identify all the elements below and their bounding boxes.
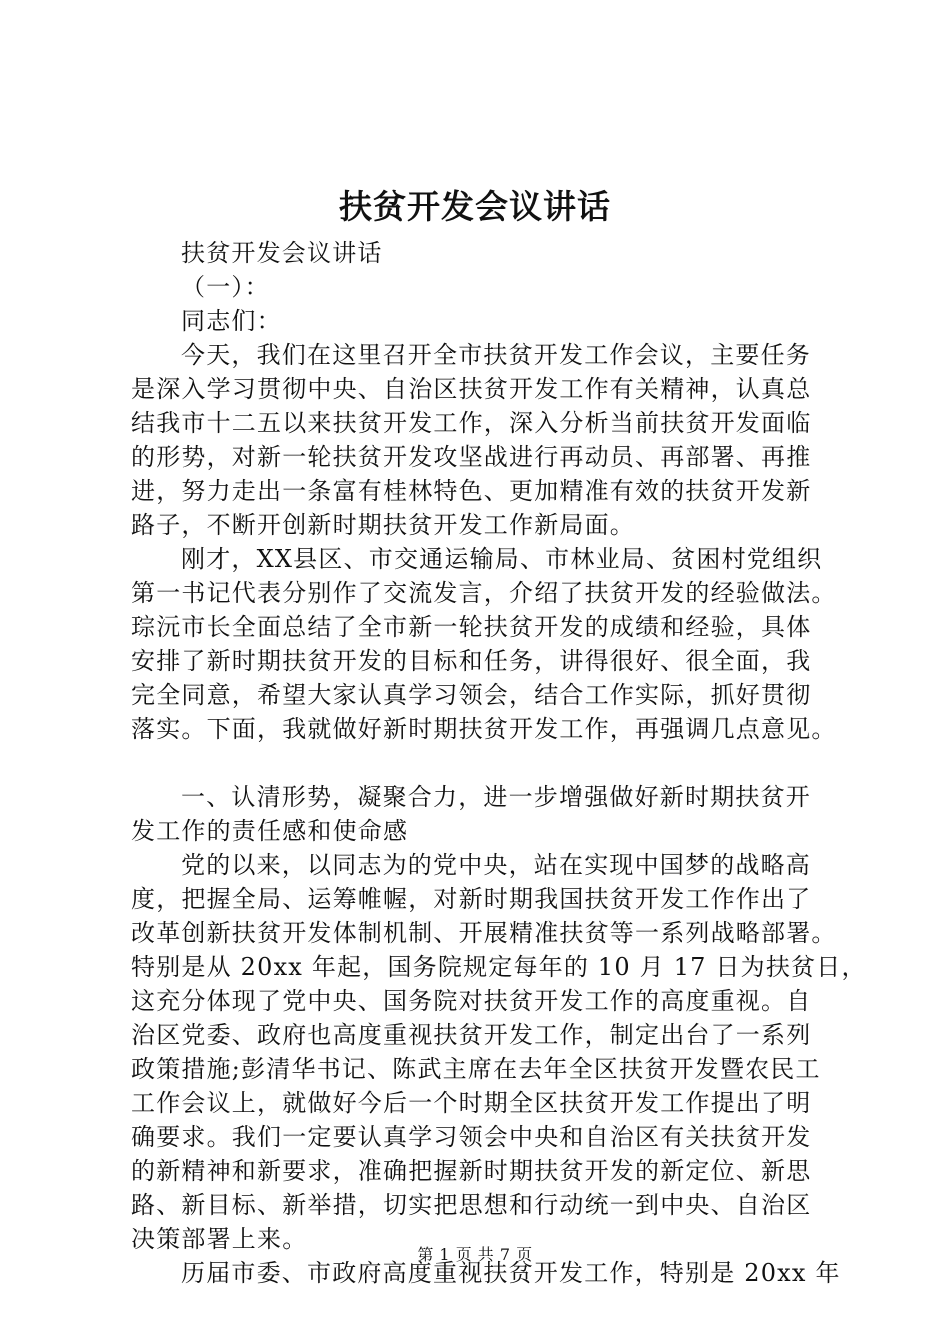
text-line: 发工作的责任感和使命感 [131, 817, 409, 845]
text-line: （一）： [181, 273, 270, 301]
text-line: 党的以来，以同志为的党中央，站在实现中国梦的战略高 [181, 851, 811, 879]
text-line: 政策措施;彭清华书记、陈武主席在去年全区扶贫开发暨农民工 [131, 1055, 821, 1083]
blank-line [131, 746, 831, 780]
text-line: 路、新目标、新举措，切实把思想和行动统一到中央、自治区 [131, 1191, 812, 1219]
text-line: 第一书记代表分别作了交流发言，介绍了扶贫开发的经验做法。 [131, 579, 837, 607]
text-line: 是深入学习贯彻中央、自治区扶贫开发工作有关精神，认真总 [131, 375, 812, 403]
text-line: 特别是从 20xx 年起，国务院规定每年的 10 月 17 日为扶贫日， [131, 953, 867, 981]
text-line: 一、认清形势，凝聚合力，进一步增强做好新时期扶贫开 [181, 783, 811, 811]
text-line: 决策部署上来。 [131, 1225, 308, 1253]
text-line: 改革创新扶贫开发体制机制、开展精准扶贫等一系列战略部署。 [131, 919, 837, 947]
document-body [131, 236, 867, 1290]
text-line: 的形势，对新一轮扶贫开发攻坚战进行再动员、再部署、再推 [131, 443, 812, 471]
page-footer: 第 1 页 共 7 页 [417, 1245, 533, 1264]
text-line: 度，把握全局、运筹帷幄，对新时期我国扶贫开发工作作出了 [131, 885, 812, 913]
text-line: 工作会议上，就做好今后一个时期全区扶贫开发工作提出了明 [131, 1089, 812, 1117]
text-line: 治区党委、政府也高度重视扶贫开发工作，制定出台了一系列 [131, 1021, 812, 1049]
text-line: 扶贫开发会议讲话 [181, 239, 383, 267]
text-line: 今天，我们在这里召开全市扶贫开发工作会议，主要任务 [181, 341, 811, 369]
text-line: 这充分体现了党中央、国务院对扶贫开发工作的高度重视。自 [131, 987, 812, 1015]
text-line: 琮沅市长全面总结了全市新一轮扶贫开发的成绩和经验，具体 [131, 613, 812, 641]
text-line: 路子，不断开创新时期扶贫开发工作新局面。 [131, 511, 635, 539]
text-line: 进，努力走出一条富有桂林特色、更加精准有效的扶贫开发新 [131, 477, 812, 505]
text-line: 完全同意，希望大家认真学习领会，结合工作实际，抓好贯彻 [131, 681, 812, 709]
text-line: 安排了新时期扶贫开发的目标和任务，讲得很好、很全面，我 [131, 647, 812, 675]
text-line: 历届市委、市政府高度重视扶贫开发工作，特别是 20xx 年 [181, 1259, 841, 1287]
text-line: 的新精神和新要求，准确把握新时期扶贫开发的新定位、新思 [131, 1157, 812, 1185]
text-line: 落实。下面，我就做好新时期扶贫开发工作，再强调几点意见。 [131, 715, 837, 743]
document-title: 扶贫开发会议讲话 [339, 187, 611, 226]
text-line: 同志们： [181, 307, 282, 335]
text-line: 结我市十二五以来扶贫开发工作，深入分析当前扶贫开发面临 [131, 409, 812, 437]
text-line: 刚才，XX县区、市交通运输局、市林业局、贫困村党组织 [181, 545, 823, 573]
text-line: 确要求。我们一定要认真学习领会中央和自治区有关扶贫开发 [131, 1123, 812, 1151]
